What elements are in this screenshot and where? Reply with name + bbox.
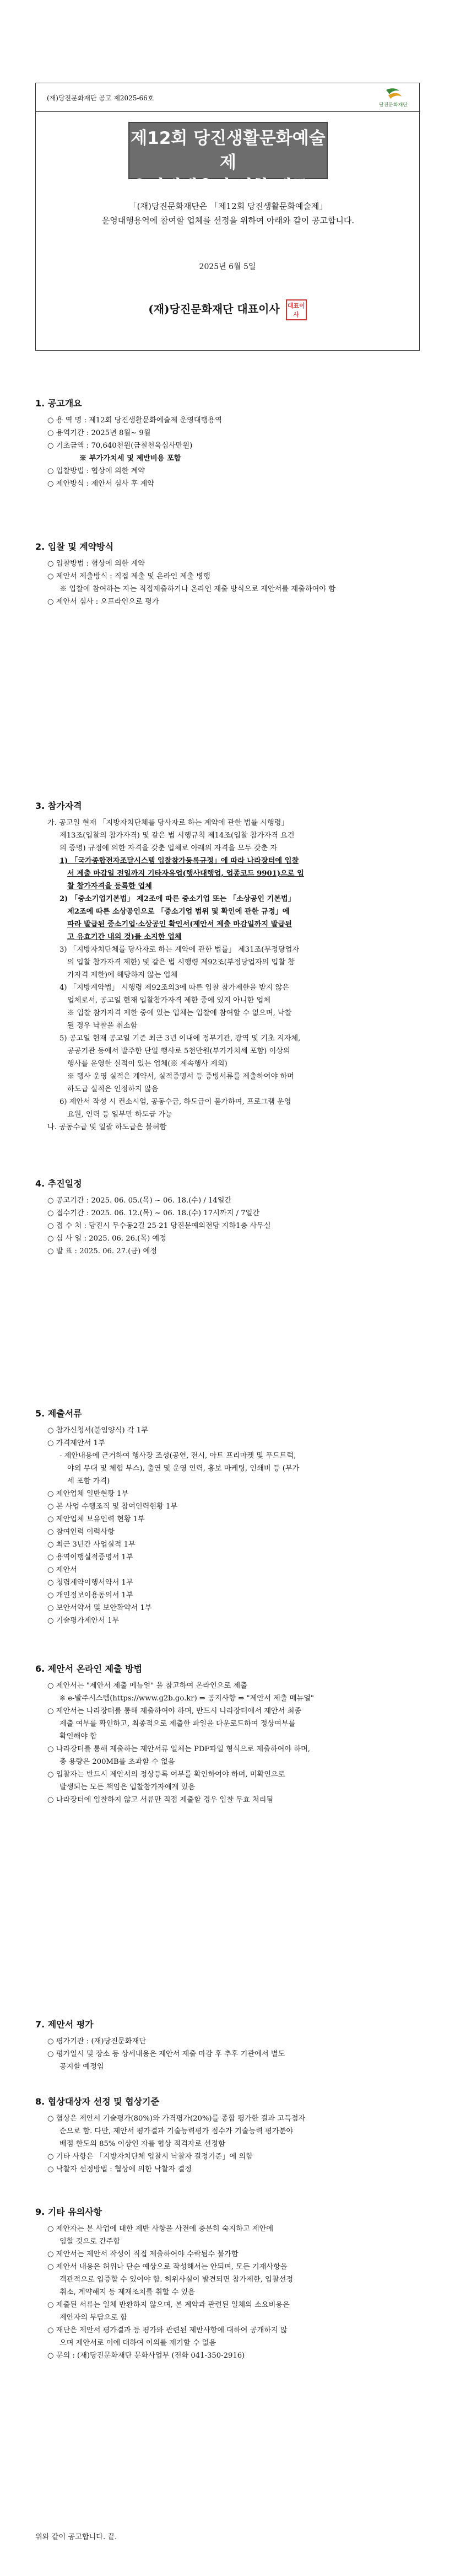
list-item: 나. 공동수급 및 일괄 하도급은 불허함 xyxy=(47,1123,167,1131)
list-item: ○ 심 사 일 : 2025. 06. 26.(목) 예정 xyxy=(47,1235,166,1243)
list-item: 의 증명) 규정에 의한 자격을 갖춘 업체로 아래의 자격을 모두 갖춘 자 xyxy=(59,844,278,852)
list-item: ○ 제안업체 일반현황 1부 xyxy=(47,1490,129,1498)
list-item: ※ 입찰에 참여하는 자는 직접제출하거나 온라인 제출 방식으로 제안서를 제출하여야 함 xyxy=(59,585,335,593)
title-line-1: 제12회 당진생활문화예술제 xyxy=(131,128,326,173)
list-item: ※ e-발주시스템(https://www.g2b.go.kr) ⇒ 공지사항 ⇒ "제안서 제출 메뉴얼" xyxy=(59,1694,314,1703)
list-item: ○ 본 사업 수행조직 및 참여인력현황 1부 xyxy=(47,1502,178,1511)
section-overview xyxy=(35,397,420,490)
section-notes xyxy=(35,2205,420,2362)
section-title: 8. 협상대상자 선정 및 협상기준 xyxy=(35,2096,159,2107)
list-item: ○ 제안업체 보유인력 현황 1부 xyxy=(47,1515,145,1523)
list-item: 배점 한도의 85% 이상인 자를 협상 적격자로 선정함 xyxy=(59,2140,225,2148)
list-item: 3) 「지방자치단체를 당사자로 하는 계약에 관한 법률」 제31조(부정당업자 xyxy=(59,946,300,954)
intro-line-1: 「(재)당진문화재단은 「제12회 당진생활문화예술제」 xyxy=(128,201,328,211)
document-number: (재)당진문화재단 공고 제2025-66호 xyxy=(47,94,154,102)
section-online-submission xyxy=(35,1662,420,1806)
list-item: ○ 참가신청서(붙임양식) 각 1부 xyxy=(47,1426,148,1435)
list-item: ○ 참여인력 이력사항 xyxy=(47,1528,115,1536)
list-item: 취소, 계약해지 등 제재조치를 취할 수 있음 xyxy=(59,2288,195,2296)
logo-text: 당진문화재단 xyxy=(378,103,408,108)
list-item: ○ 접수기간 : 2025. 06. 12.(목) ~ 06. 18.(수) 17시까지 / 7일간 xyxy=(47,1209,260,1217)
list-item: 발생되는 모든 책임은 입찰참가자에게 있음 xyxy=(59,1783,196,1791)
list-item: ○ 낙찰자 선정방법 : 협상에 의한 낙찰자 결정 xyxy=(47,2165,192,2174)
notice-header-box xyxy=(35,83,420,351)
signature-line xyxy=(36,299,419,320)
list-item: ○ 제안서 내용은 허위나 단순 예상으로 작성해서는 안되며, 모든 기재사항을 xyxy=(47,2263,288,2271)
list-item: ○ 입찰방법 : 협상에 의한 계약 xyxy=(47,467,145,475)
list-item: ○ 제안방식 : 제안서 심사 후 계약 xyxy=(47,480,154,488)
list-item: ○ 접 수 처 : 당진시 무수동2길 25-21 당진문예의전당 지하1층 사무실 xyxy=(47,1222,271,1230)
list-item: ○ 용역기간 : 2025년 8월~ 9월 xyxy=(47,429,151,437)
list-item: ○ 나라장터에 입찰하지 않고 서류만 직접 제출할 경우 입찰 무효 처리됨 xyxy=(47,1796,274,1804)
section-title: 6. 제안서 온라인 제출 방법 xyxy=(35,1663,143,1674)
list-item: ○ 보안서약서 및 보안확약서 1부 xyxy=(47,1604,152,1612)
list-item: ○ 입찰방법 : 협상에 의한 계약 xyxy=(47,560,145,568)
section-title: 7. 제안서 평가 xyxy=(35,2019,94,2030)
list-item: 요원, 인력 등 일부만 하도급 가능 xyxy=(67,1110,172,1119)
list-item: 서 제출 마감일 전일까지 기타자유업(행사대행업, 업종코드 9901)으로 입 xyxy=(67,870,304,878)
list-item: 6) 제안서 작성 시 컨소시엄, 공동수급, 하도급이 불가하며, 프로그램 운영 xyxy=(59,1098,291,1106)
list-item: 총 용량은 200MB를 초과할 수 없음 xyxy=(59,1758,175,1766)
list-item: ○ 기술평가제안서 1부 xyxy=(47,1617,120,1625)
list-item: ○ 제안서는 "제안서 제출 메뉴얼" 을 참고하여 온라인으로 제출 xyxy=(47,1682,247,1690)
section-title: 5. 제출서류 xyxy=(35,1408,82,1419)
list-item: ○ 제안자는 본 사업에 대한 제반 사항을 사전에 충분히 숙지하고 제안에 xyxy=(47,2225,274,2233)
list-item: ○ 가격제안서 1부 xyxy=(47,1439,105,1447)
list-item: 세 포함 가격) xyxy=(67,1477,110,1485)
list-item: 으며 제안서로 이에 대하여 이의를 제기할 수 없음 xyxy=(59,2339,216,2347)
list-item: ○ 협상은 제안서 기술평가(80%)와 가격평가(20%)를 종합 평가한 결과 고득점자 xyxy=(47,2115,306,2123)
list-item: 제2조에 따른 소상공인으로 「중소기업 범위 및 확인에 관한 규정」에 xyxy=(67,908,290,916)
notice-date: 2025년 6월 5일 xyxy=(199,262,256,271)
list-item: ○ 제안서는 제안서 작성이 직접 제출하여야 수락됨수 불가함 xyxy=(47,2250,239,2258)
title-line-2: 운영대행용역 입찰 재공고 xyxy=(131,177,325,197)
list-item: ○ 평가기관 : (재)당진문화재단 xyxy=(47,2037,146,2046)
list-item: 가자격 제한)에 해당하지 않는 업체 xyxy=(67,971,178,979)
list-item: 가. 공고일 현재 「지방자치단체를 당사자로 하는 계약에 관한 법률 시행령」 xyxy=(47,819,289,827)
list-item: 확인해야 함 xyxy=(59,1732,97,1741)
list-item: ○ 용역이행실적증명서 1부 xyxy=(47,1553,133,1561)
list-item: 제출 여부를 확인하고, 최종적으로 제출한 파일을 다운로드하여 정상여부를 xyxy=(59,1720,296,1728)
list-item: ○ 발 표 : 2025. 06. 27.(금) 예정 xyxy=(47,1247,157,1255)
list-item: ○ 기초금액 : 70,640천원(금칠천육십사만원) xyxy=(47,442,193,450)
section-title: 9. 기타 유의사항 xyxy=(35,2207,102,2217)
intro-line-2: 운영대행용역에 참여할 업체를 선정을 위하여 아래와 같이 공고합니다. xyxy=(101,216,355,226)
section-title: 4. 추진일정 xyxy=(35,1178,82,1189)
list-item: 따라 발급된 중소기업·소상공인 확인서(제안서 제출 마감일까지 발급된 xyxy=(67,920,292,929)
notice-title xyxy=(128,122,328,197)
section-schedule xyxy=(35,1177,420,1258)
list-item: ○ 기타 사항은 「지방자치단체 입찰시 낙찰자 결정기준」에 의함 xyxy=(47,2153,253,2161)
list-item: ○ 제안서 심사 : 오프라인으로 평가 xyxy=(47,598,159,606)
list-item: 찰 참가자격을 등록한 업체 xyxy=(67,882,152,890)
list-item: 행사를 운영한 실적이 있는 업체(※ 계속행사 제외) xyxy=(67,1060,228,1068)
list-item: ※ 부가가치세 및 제반비용 포함 xyxy=(79,454,181,463)
section-documents xyxy=(35,1407,420,1627)
list-item: 1) 「국가종합전자조달시스템 입찰참가등록규정」에 따라 나라장터에 입찰 xyxy=(59,857,299,865)
list-item: 하도급 실적은 인정하지 않음 xyxy=(67,1085,159,1093)
section-bid-method xyxy=(35,540,420,608)
list-item: ○ 제안서는 나라장터를 통해 제출하여야 하며, 반드시 나라장터에서 제안서 최종 xyxy=(47,1707,302,1715)
list-item: 객관적으로 입증할 수 있어야 함. 허위사실이 발견되면 참가제한, 입찰선정 xyxy=(59,2276,294,2284)
list-item: - 제안내용에 근거하여 행사장 조성(공연, 전시, 아트 프리마켓 및 푸드트럭, xyxy=(59,1452,296,1460)
list-item: ○ 제안서 xyxy=(47,1566,77,1574)
list-item: 5) 공고일 현재 공고일 기준 최근 3년 이내에 정부기관, 광역 및 기초 지자체, xyxy=(59,1034,301,1043)
notice-intro xyxy=(56,199,400,228)
list-item: 공지할 예정임 xyxy=(59,2063,104,2071)
list-item: ○ 청렴계약이행서약서 1부 xyxy=(47,1579,133,1587)
list-item: ○ 제출된 서류는 일체 반환하지 않으며, 본 계약과 관련된 일체의 소요비용은 xyxy=(47,2301,290,2309)
section-evaluation xyxy=(35,2018,420,2073)
list-item: ○ 용 역 명 : 제12회 당진생활문화예술제 운영대행용역 xyxy=(47,416,222,425)
list-item: ※ 행사 운영 실적은 계약서, 실적증명서 등 증빙서류를 제출하여야 하며 xyxy=(67,1072,294,1081)
list-item: 고 유효기간 내의 것)를 소지한 업체 xyxy=(67,933,182,941)
list-item: ○ 입찰자는 반드시 제안서의 정상등록 여부를 확인하여야 하며, 미확인으로 xyxy=(47,1770,285,1779)
list-item: 임할 것으로 간주함 xyxy=(59,2237,121,2246)
list-item: 의 입찰 참가자격 제한) 및 같은 법 시행령 제92조(부정당업자의 입찰 참 xyxy=(67,958,295,967)
section-negotiation xyxy=(35,2095,420,2176)
list-item: ○ 나라장터를 통해 제출하는 제안서류 일체는 PDF파일 형식으로 제출하여야 하며, xyxy=(47,1745,310,1753)
seal-text: 대표이사 xyxy=(287,302,305,318)
foundation-logo-icon xyxy=(374,87,413,109)
signature-text: (재)당진문화재단 대표이사 xyxy=(148,302,280,316)
list-item: ○ 평가일시 및 장소 등 상세내용은 제안서 제출 마감 후 추후 기관에서 별도 xyxy=(47,2050,285,2058)
list-item: 제13조(입찰의 참가자격) 및 같은 법 시행규칙 제14조(입찰 참가자격 요건 xyxy=(59,831,295,840)
list-item: 순으로 함. 다만, 제안서 평가결과 기술능력평가 점수가 기술능력 평가분야 xyxy=(59,2127,294,2135)
official-seal-icon xyxy=(286,299,307,320)
list-item: 공공기관 등에서 발주한 단일 행사로 5천만원(부가가치세 포함) 이상의 xyxy=(67,1047,290,1055)
list-item: ○ 공고기간 : 2025. 06. 05.(목) ~ 06. 18.(수) / 14일간 xyxy=(47,1196,232,1205)
list-item: ○ 문의 : (재)당진문화재단 문화사업부 (전화 041-350-2916) xyxy=(47,2352,245,2360)
section-title: 3. 참가자격 xyxy=(35,801,82,811)
section-title: 2. 입찰 및 계약방식 xyxy=(35,541,114,552)
list-item: ○ 개인정보이용동의서 1부 xyxy=(47,1591,133,1600)
list-item: 야외 무대 및 체험 부스), 출연 및 운영 인력, 홍보 마케팅, 인쇄비 등 (부가 xyxy=(67,1464,300,1473)
list-item: ○ 재단은 제안서 평가결과 등 평가와 관련된 제반사항에 대하여 공개하지 않 xyxy=(47,2326,288,2334)
list-item: ○ 제안서 제출방식 : 직접 제출 및 온라인 제출 병행 xyxy=(47,572,210,581)
list-item: 2) 「중소기업기본법」 제2조에 따른 중소기업 또는 「소상공인 기본법」 xyxy=(59,895,295,903)
header-top-row xyxy=(36,83,419,112)
list-item: 제안자의 부담으로 함 xyxy=(59,2314,128,2322)
list-item: 업체로서, 공고일 현재 입찰참가자격 제한 중에 있지 아니한 업체 xyxy=(67,996,270,1005)
list-item: ※ 입찰 참가자격 제한 중에 있는 업체는 입찰에 참여할 수 없으며, 낙찰 xyxy=(67,1009,292,1017)
closing-statement: 위와 같이 공고합니다. 끝. xyxy=(35,2533,117,2541)
section-title: 1. 공고개요 xyxy=(35,398,82,409)
list-item: ○ 최근 3년간 사업실적 1부 xyxy=(47,1541,136,1549)
list-item: 4) 「지방계약법」 시행령 제92조의3에 따른 입찰 참가제한을 받지 않은 xyxy=(59,984,290,992)
list-item: 될 경우 낙찰을 취소함 xyxy=(67,1022,138,1030)
section-eligibility xyxy=(35,799,420,1134)
